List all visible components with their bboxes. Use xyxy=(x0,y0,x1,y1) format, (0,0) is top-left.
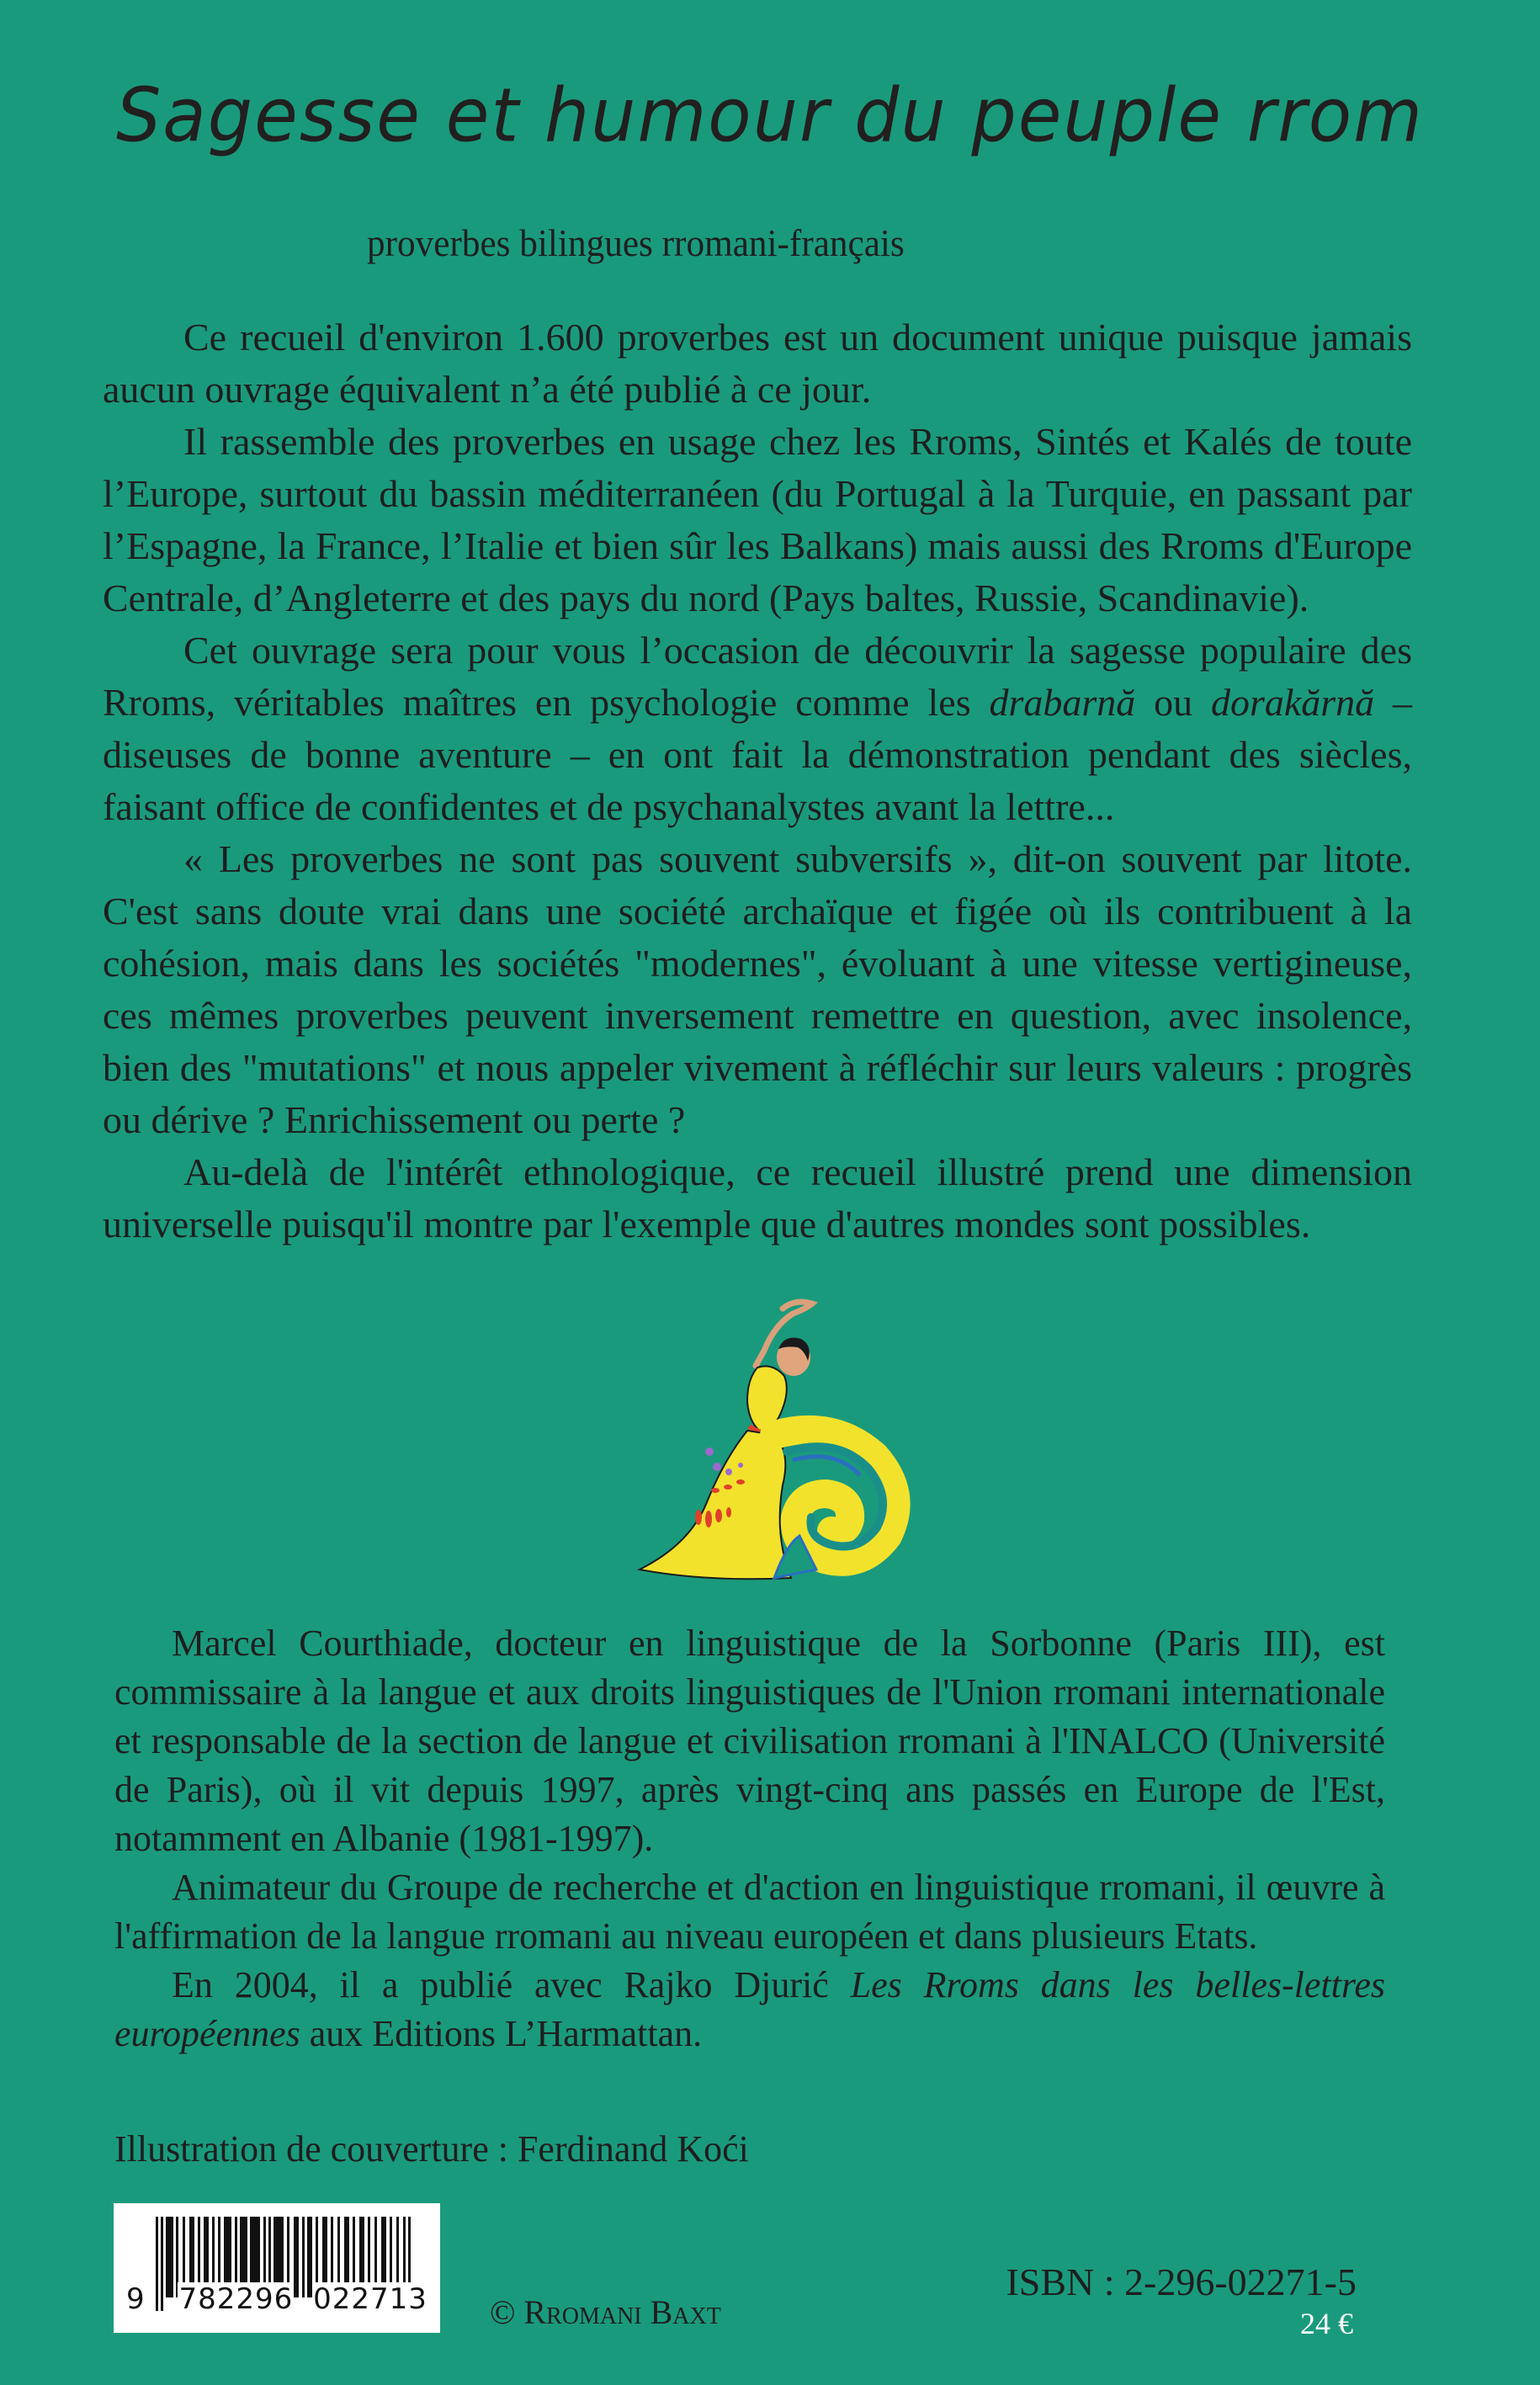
price: 24 € xyxy=(1300,2307,1353,2340)
book-title: Sagesse et humour du peuple rrom xyxy=(115,72,1424,159)
book-reference: Les Rroms dans les belles-lettres européennes xyxy=(114,1964,1385,2054)
italic-term: dorakărnă xyxy=(1210,681,1375,724)
description-paragraph-3 xyxy=(103,624,1412,833)
description-paragraph-1: Ce recueil d'environ 1.600 proverbes est un document unique puisque jamais aucun ouvrage équivalent n’a été publié à ce jour. xyxy=(103,316,1412,411)
barcode-digits-left: 782296 xyxy=(178,2282,294,2316)
description-paragraph-4: « Les proverbes ne sont pas souvent subversifs », dit-on souvent par litote. C'est sans doute vrai dans une société archaïque et figée où ils contribuent à la cohésion, mais dans les sociétés "modernes", évoluant à une vitesse vertigineuse, ces mêmes proverbes peuvent inversement remettre en question, avec insolence, bien des "mutations" et nous appeler vivement à réfléchir sur leurs valeurs : progrès ou dérive ? Enrichissement ou perte ? xyxy=(103,837,1412,1141)
publisher-imprint xyxy=(490,2292,721,2332)
description-paragraph-5: Au-delà de l'intérêt ethnologique, ce recueil illustré prend une dimension universelle puisqu'il montre par l'exemple que d'autres mondes sont possibles. xyxy=(103,1150,1412,1246)
book-subtitle: proverbes bilingues rromani-français xyxy=(367,221,905,264)
text-span: En 2004, il a publié avec Rajko Djurić xyxy=(172,1964,851,2005)
description xyxy=(103,311,1412,1251)
copyright-symbol: © xyxy=(490,2293,516,2331)
bio-paragraph-3 xyxy=(114,1961,1385,2058)
barcode-digit-lead: 9 xyxy=(126,2282,146,2316)
barcode-digits-right: 022713 xyxy=(313,2282,427,2316)
publisher-name: Rromani Baxt xyxy=(523,2293,721,2331)
dancer-illustration xyxy=(606,1292,959,1595)
text-span: – diseuses de bonne aventure – en ont fait la démonstration pendant des siècles, faisant office de confidentes et de psychanalystes avant la lettre... xyxy=(103,681,1413,828)
dancer-in-yellow-dress-icon xyxy=(606,1292,959,1595)
illustration-credit: Illustration de couverture : Ferdinand Koći xyxy=(114,2128,749,2170)
author-bio xyxy=(114,1619,1385,2058)
bio-paragraph-1: Marcel Courthiade, docteur en linguistique de la Sorbonne (Paris III), est commissaire à la langue et aux droits linguistiques de l'Union rromani internationale et responsable de la section de langue et civilisation rromani à l'INALCO (Université de Paris), où il vit depuis 1997, après vingt-cinq ans passés en Europe de l'Est, notamment en Albanie (1981-1997). xyxy=(114,1623,1385,1859)
text-span: ou xyxy=(1135,681,1211,724)
bio-paragraph-2: Animateur du Groupe de recherche et d'action en linguistique rromani, il œuvre à l'affirmation de la langue rromani au niveau européen et dans plusieurs Etats. xyxy=(114,1867,1385,1957)
italic-term: drabarnă xyxy=(989,681,1136,724)
isbn: ISBN : 2-296-02271-5 xyxy=(1006,2260,1357,2303)
barcode xyxy=(114,2203,440,2333)
text-span: aux Editions L’Harmattan. xyxy=(300,2013,703,2054)
description-paragraph-2: Il rassemble des proverbes en usage chez les Rroms, Sintés et Kalés de toute l’Europe, surtout du bassin méditerranéen (du Portugal à la Turquie, en passant par l’Espagne, la France, l’Italie et bien sûr les Balkans) mais aussi des Rroms d'Europe Centrale, d’Angleterre et des pays du nord (Pays baltes, Russie, Scandinavie). xyxy=(103,420,1412,619)
text-span: Cet ouvrage sera pour vous l’occasion de découvrir la sagesse populaire des Rroms, véritables maîtres en psychologie comme les xyxy=(103,629,1412,724)
barcode-number xyxy=(125,2282,428,2316)
